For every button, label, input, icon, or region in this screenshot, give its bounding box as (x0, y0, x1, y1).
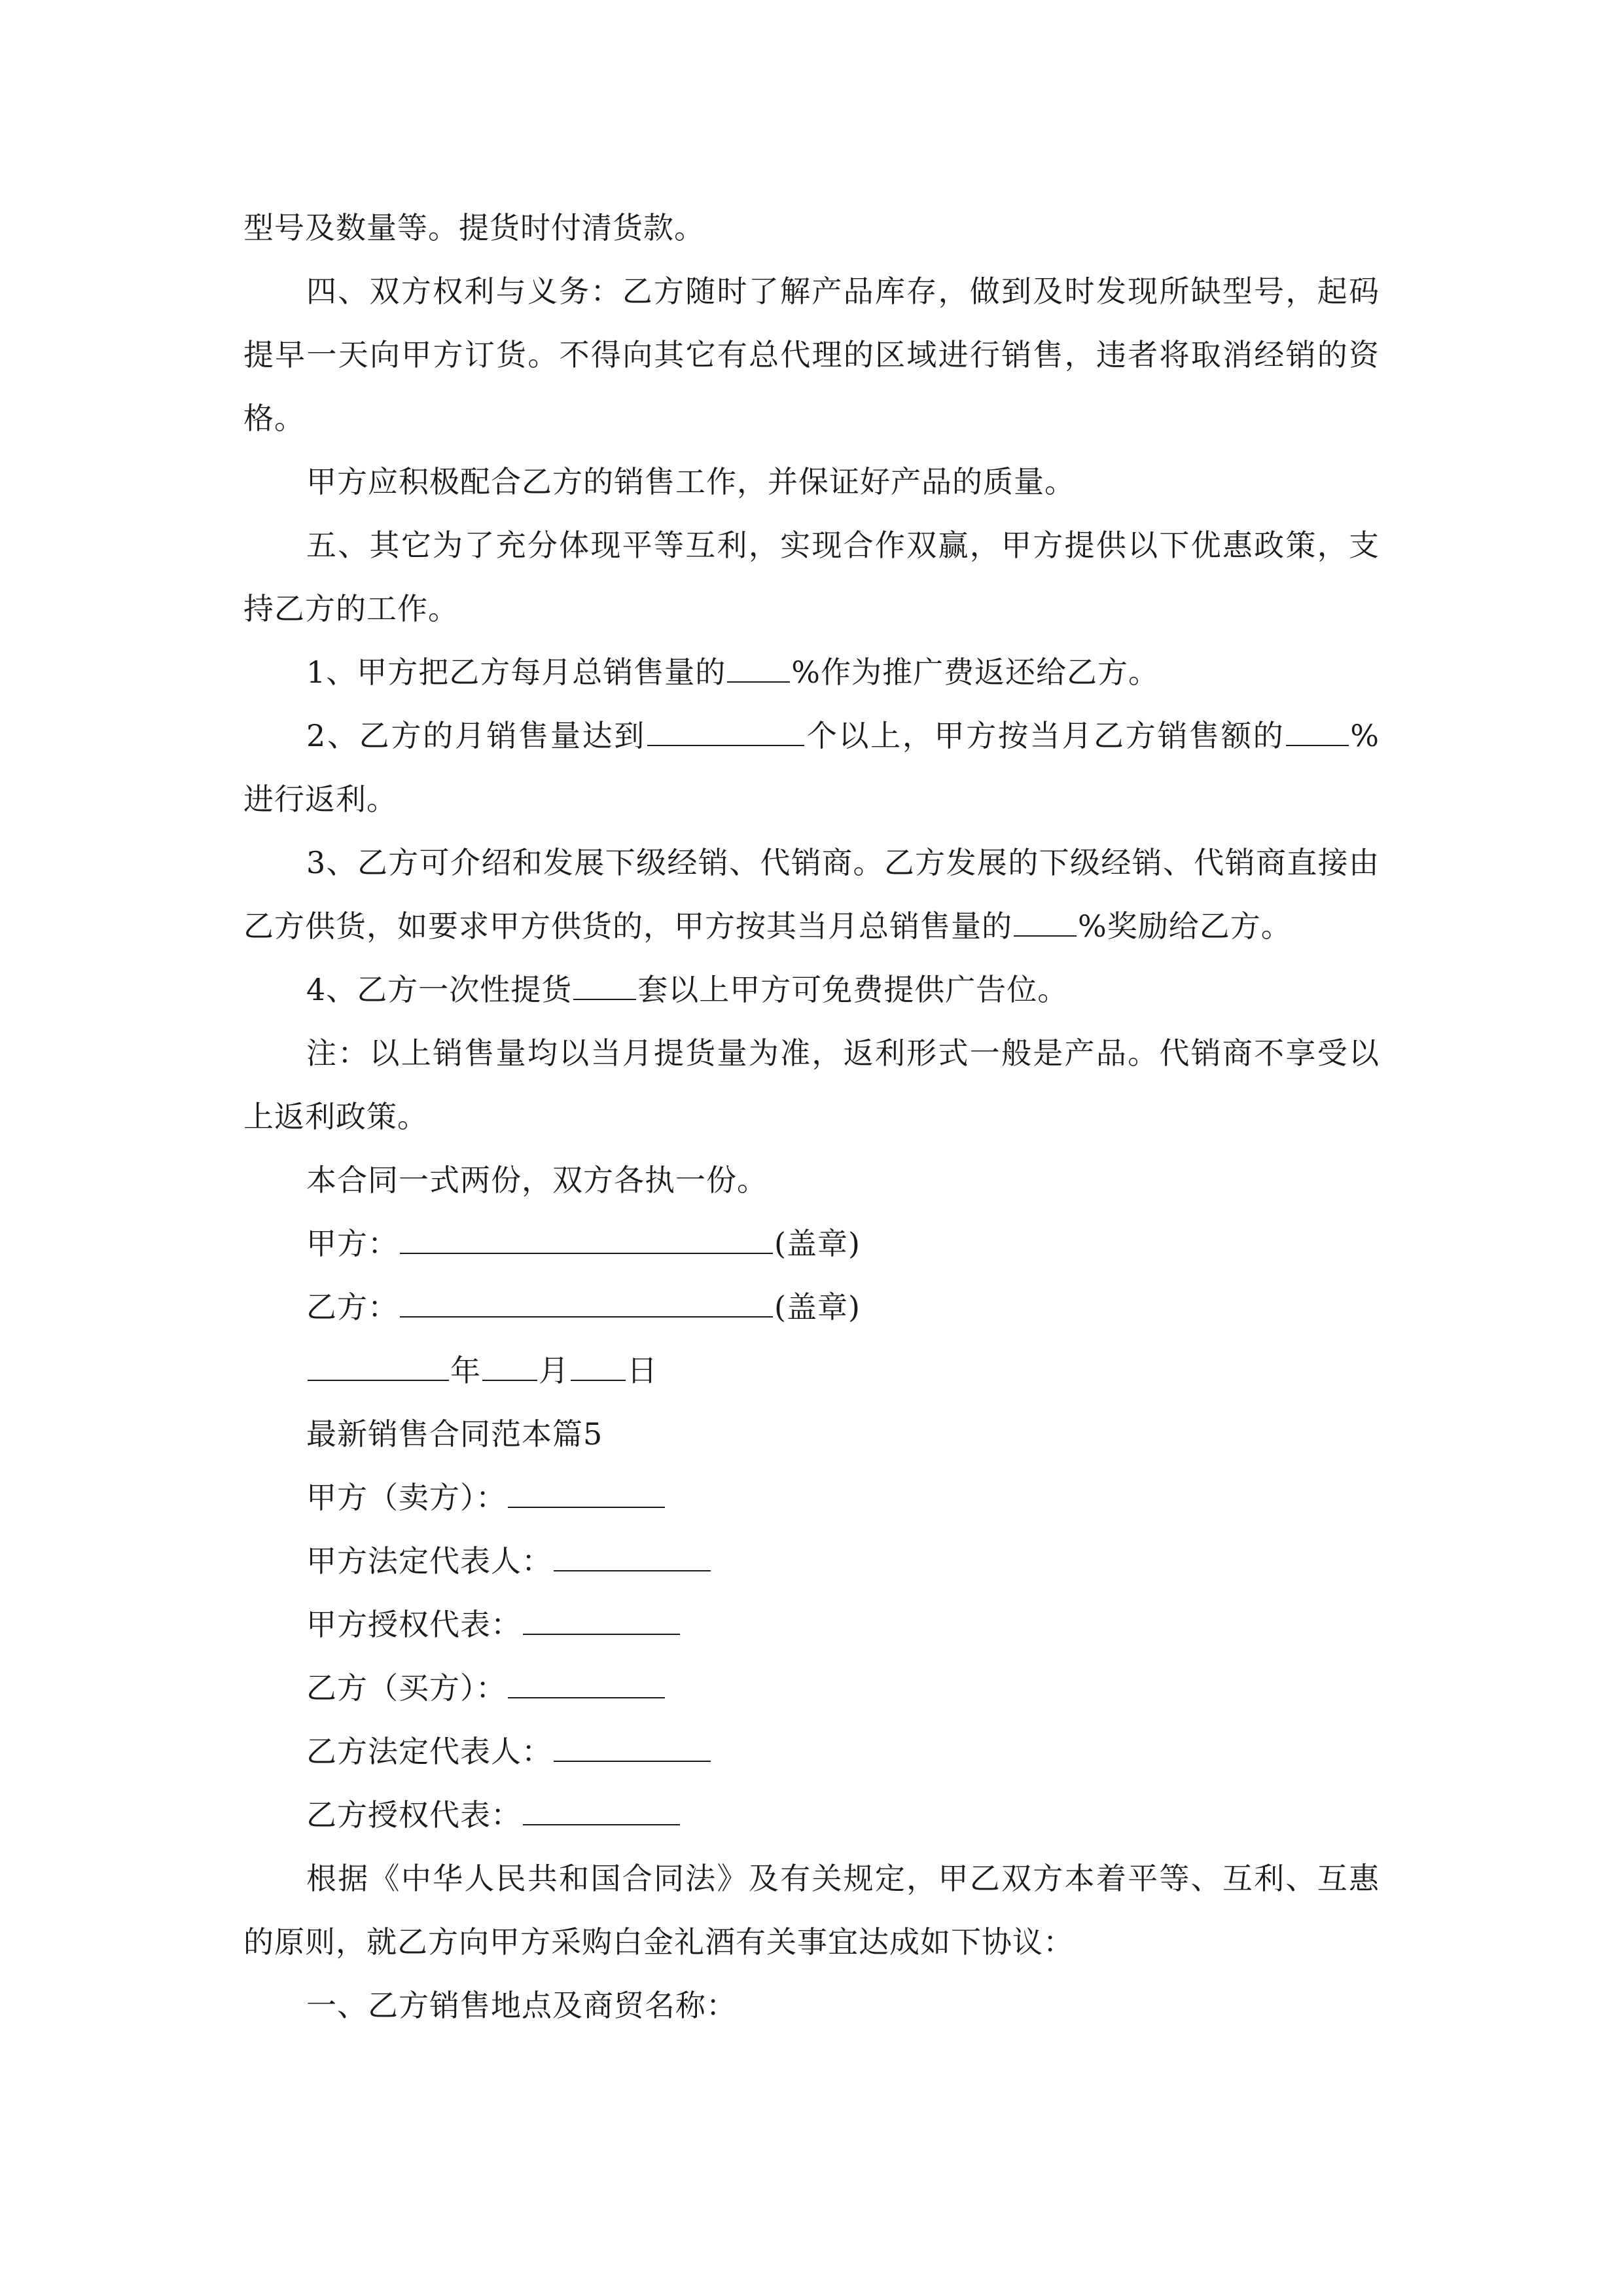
field-label: 甲方授权代表： (306, 1607, 522, 1642)
paragraph-preferential-policies: 五、其它为了充分体现平等互利，实现合作双赢，甲方提供以下优惠政策，支持乙方的工作。 (243, 528, 1380, 626)
signature-blank (400, 1290, 773, 1318)
signature-party-b (243, 1276, 1380, 1339)
seal-label: (盖章) (774, 1289, 861, 1325)
field-seller (243, 1466, 1380, 1530)
paragraph-continuation: 型号及数量等。提货时付清货款。 (243, 210, 705, 245)
blank-field (727, 655, 790, 683)
field-blank (523, 1798, 680, 1825)
year-blank (308, 1354, 449, 1381)
party-b-label: 乙方： (306, 1289, 399, 1325)
clause-4-text-b: 套以上甲方可免费提供广告位。 (637, 972, 1069, 1007)
field-blank (554, 1544, 711, 1571)
clause-4 (243, 958, 1380, 1022)
paragraph-item-1: 一、乙方销售地点及商贸名称： (306, 1988, 737, 2023)
clause-2-text-c: %进行返利。 (243, 718, 1380, 817)
field-label: 甲方（卖方）： (306, 1480, 507, 1515)
signature-party-a (243, 1212, 1380, 1276)
party-a-label: 甲方： (306, 1226, 399, 1261)
blank-field (1286, 719, 1349, 746)
day-label: 日 (627, 1353, 658, 1388)
clause-2-text-a: 2、乙方的月销售量达到 (306, 718, 647, 753)
clause-3 (243, 831, 1380, 958)
field-blank (523, 1607, 680, 1635)
field-blank (508, 1480, 665, 1508)
clause-2-text-b: 个以上，甲方按当月乙方销售额的 (806, 718, 1285, 753)
clause-2 (243, 704, 1380, 831)
field-label: 乙方法定代表人： (306, 1734, 552, 1769)
paragraph-copies: 本合同一式两份，双方各执一份。 (306, 1162, 768, 1198)
paragraph-legal-basis: 根据《中华人民共和国合同法》及有关规定，甲乙双方本着平等、互利、互惠的原则，就乙方向甲方采购白金礼酒有关事宜达成如下协议： (243, 1861, 1380, 1960)
seal-label: (盖章) (774, 1226, 861, 1261)
month-label: 月 (539, 1353, 569, 1388)
year-label: 年 (450, 1353, 481, 1388)
paragraph-note: 注：以上销售量均以当月提货量为准，返利形式一般是产品。代销商不享受以上返利政策。 (243, 1035, 1380, 1134)
clause-1 (243, 641, 1380, 704)
field-blank (508, 1671, 665, 1698)
field-label: 乙方（买方）： (306, 1670, 507, 1706)
month-blank (482, 1354, 537, 1381)
day-blank (571, 1354, 626, 1381)
clause-3-text-b: %奖励给乙方。 (1078, 908, 1292, 944)
field-blank (554, 1734, 711, 1762)
field-seller-auth-rep (243, 1593, 1380, 1657)
field-buyer-legal-rep (243, 1720, 1380, 1784)
field-label: 甲方法定代表人： (306, 1543, 552, 1579)
clause-4-text-a: 4、乙方一次性提货 (306, 972, 573, 1007)
signature-date (243, 1339, 1380, 1403)
paragraph-rights-obligations: 四、双方权利与义务：乙方随时了解产品库存，做到及时发现所缺型号，起码提早一天向甲方订货。不得向其它有总代理的区域进行销售，违者将取消经销的资格。 (243, 274, 1380, 436)
field-buyer-auth-rep (243, 1784, 1380, 1847)
field-seller-legal-rep (243, 1530, 1380, 1593)
blank-field (573, 973, 636, 1000)
clause-1-text-b: %作为推广费返还给乙方。 (791, 655, 1159, 690)
clause-1-text-a: 1、甲方把乙方每月总销售量的 (306, 655, 726, 690)
clause-3-text-a: 3、乙方可介绍和发展下级经销、代销商。乙方发展的下级经销、代销商直接由乙方供货，如要求甲方供货的，甲方按其当月总销售量的 (243, 845, 1380, 944)
field-buyer (243, 1657, 1380, 1720)
paragraph-party-a-cooperation: 甲方应积极配合乙方的销售工作，并保证好产品的质量。 (306, 464, 1075, 499)
blank-field (1014, 909, 1077, 937)
blank-field (647, 719, 804, 746)
document-page (243, 196, 1380, 2037)
signature-blank (400, 1227, 773, 1254)
section-title: 最新销售合同范本篇5 (306, 1416, 603, 1452)
field-label: 乙方授权代表： (306, 1797, 522, 1833)
